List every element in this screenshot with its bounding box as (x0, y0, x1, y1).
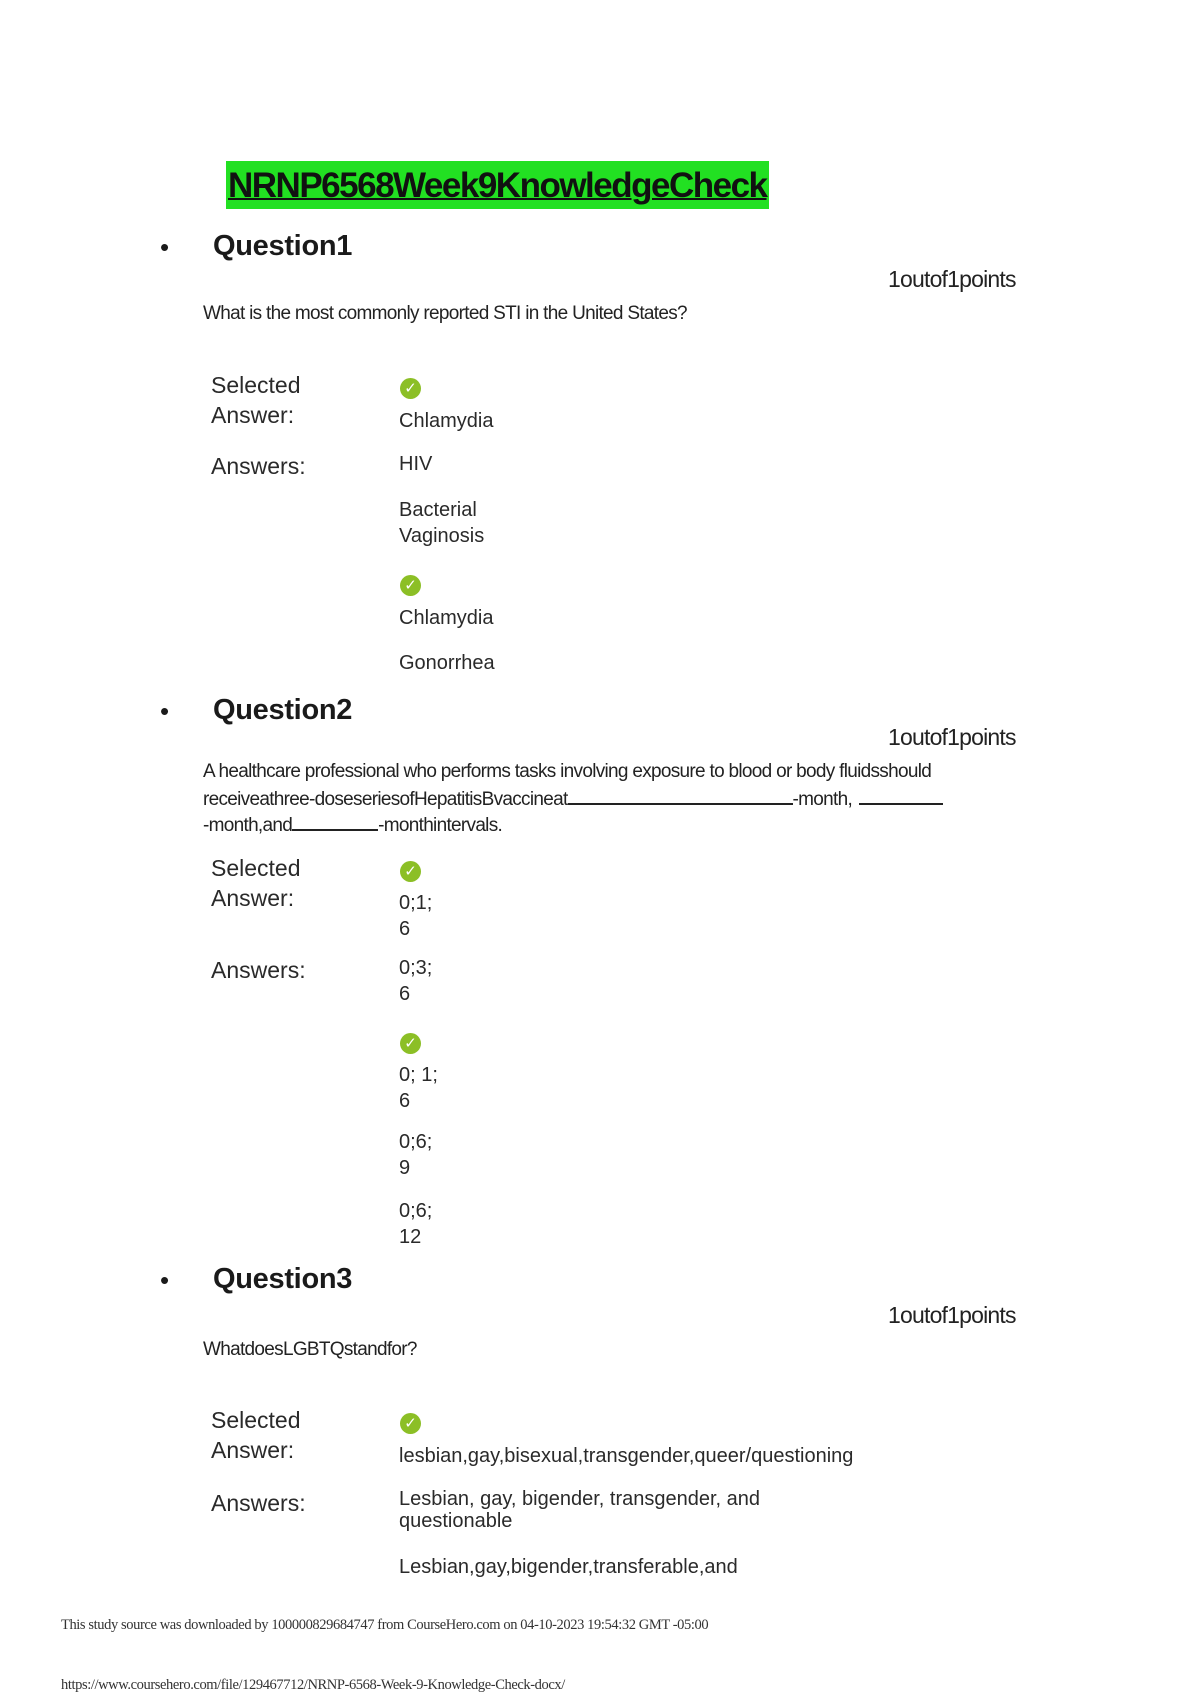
bullet-icon: • (160, 696, 170, 726)
fill-blank (568, 785, 793, 805)
fill-blank (292, 811, 378, 831)
answer-option: Gonorrhea (399, 652, 495, 674)
answer-option: Bacterial Vaginosis (399, 499, 485, 547)
answer-option: 0;3; 6 (399, 957, 433, 1005)
source-url[interactable]: https://www.coursehero.com/file/129467712/NRNP-6568-Week-9-Knowledge-Check-docx/ (61, 1677, 565, 1693)
selected-answer: Chlamydia (399, 410, 494, 432)
question-heading: Question1 (213, 230, 353, 262)
download-source-note: This study source was downloaded by 100000829684747 from CourseHero.com on 04-10-2023 19:54:32 GMT -05:00 (61, 1617, 709, 1633)
answer-option: 0;6; 12 (399, 1200, 433, 1248)
correct-check-icon: ✓ (400, 1033, 421, 1054)
answers-label: Answers: (211, 1490, 306, 1516)
bullet-icon: • (160, 1265, 170, 1295)
selected-answer-label: Selected Answer: (211, 1407, 301, 1463)
bullet-icon: • (160, 232, 170, 262)
answer-option: 0; 1; 6 (399, 1064, 438, 1112)
correct-check-icon: ✓ (400, 575, 421, 596)
answer-option: Lesbian,gay,bigender,transferable,and (399, 1556, 738, 1578)
answer-option: Lesbian, gay, bigender, transgender, and questionable (399, 1488, 761, 1532)
selected-answer: lesbian,gay,bisexual,transgender,queer/questioning (399, 1445, 854, 1467)
question-text-line-1: A healthcare professional who performs tasks involving exposure to blood or body fluidsshould (203, 761, 932, 782)
correct-check-icon: ✓ (400, 378, 421, 399)
correct-check-icon: ✓ (400, 861, 421, 882)
fill-blank (859, 785, 943, 805)
selected-answer-label: Selected Answer: (211, 372, 301, 428)
answers-label: Answers: (211, 957, 306, 983)
answer-option: HIV (399, 453, 433, 475)
question-heading: Question3 (213, 1263, 353, 1295)
question-heading: Question2 (213, 694, 353, 726)
selected-answer: 0;1; 6 (399, 892, 433, 940)
question-text: What is the most commonly reported STI in the United States? (203, 303, 687, 324)
document-title: NRNP6568Week9KnowledgeCheck (226, 161, 769, 209)
question-points: 1outof1points (888, 266, 1016, 292)
answer-option: 0;6; 9 (399, 1131, 433, 1179)
question-points: 1outof1points (888, 724, 1016, 750)
answers-label: Answers: (211, 453, 306, 479)
question-text: WhatdoesLGBTQstandfor? (203, 1339, 417, 1360)
correct-check-icon: ✓ (400, 1413, 421, 1434)
answer-option: Chlamydia (399, 607, 494, 629)
question-points: 1outof1points (888, 1302, 1016, 1328)
question-text-line-3: -month,and -monthintervals. (203, 811, 502, 839)
question-text-line-2: receiveathree-doseseriesofHepatitisBvaccineat -month, (203, 785, 943, 813)
selected-answer-label: Selected Answer: (211, 855, 301, 911)
